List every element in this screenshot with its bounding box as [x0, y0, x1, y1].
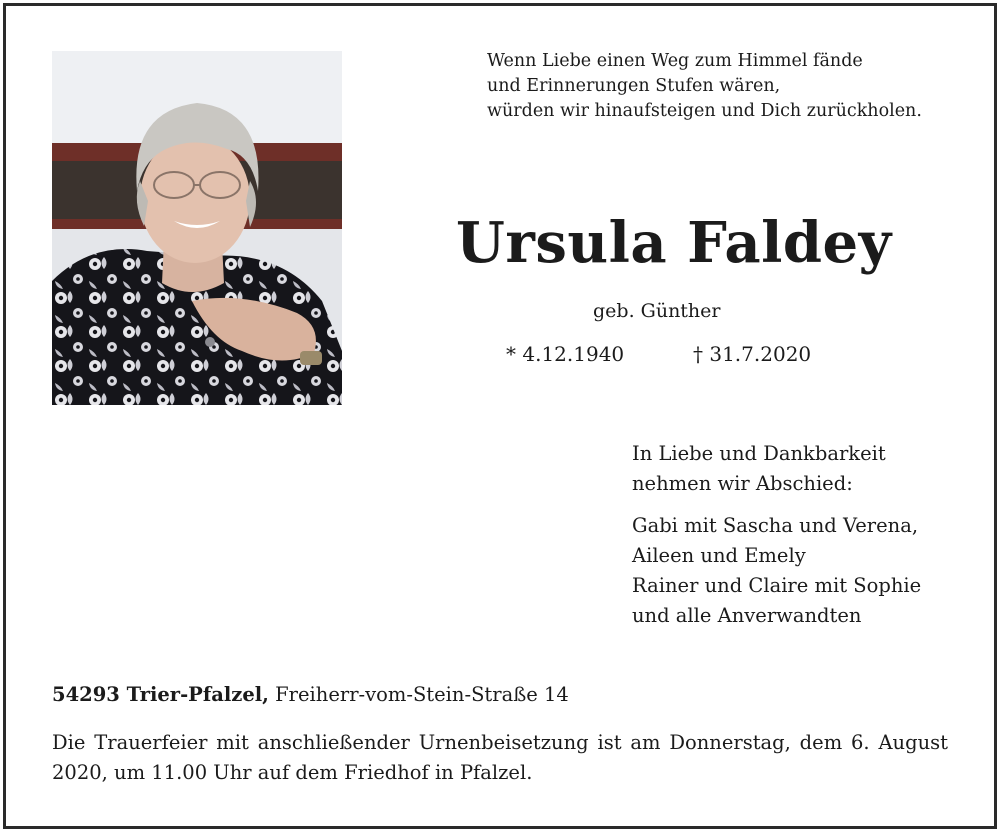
portrait-photo — [52, 51, 342, 405]
address — [52, 683, 569, 706]
farewell-text — [632, 439, 886, 499]
family-line: und alle Anverwandten — [632, 604, 862, 627]
family-list — [632, 511, 921, 631]
family-line: Rainer und Claire mit Sophie — [632, 574, 922, 597]
deceased-name: Ursula Faldey — [456, 210, 892, 276]
address-city: 54293 Trier-Pfalzel, — [52, 683, 269, 706]
family-line: Gabi mit Sascha und Verena, — [632, 514, 919, 537]
family-line: Aileen und Emely — [632, 544, 806, 567]
farewell-line: In Liebe und Dankbarkeit — [632, 442, 886, 465]
ceremony-notice: Die Trauerfeier mit anschließender Urnenbeisetzung ist am Donnerstag, dem 6. August 2020, um 11.00 Uhr auf dem Friedhof in Pfalzel. — [52, 731, 948, 784]
birth-date: * 4.12.1940 — [506, 342, 625, 366]
death-date: † 31.7.2020 — [693, 342, 812, 366]
birth-name: geb. Günther — [593, 300, 721, 322]
poem-line: würden wir hinaufsteigen und Dich zurückholen. — [487, 101, 922, 121]
address-street: Freiherr-vom-Stein-Straße 14 — [275, 683, 569, 706]
farewell-line: nehmen wir Abschied: — [632, 472, 853, 495]
poem — [487, 49, 922, 124]
poem-line: und Erinnerungen Stufen wären, — [487, 76, 781, 96]
poem-line: Wenn Liebe einen Weg zum Himmel fände — [487, 51, 863, 71]
